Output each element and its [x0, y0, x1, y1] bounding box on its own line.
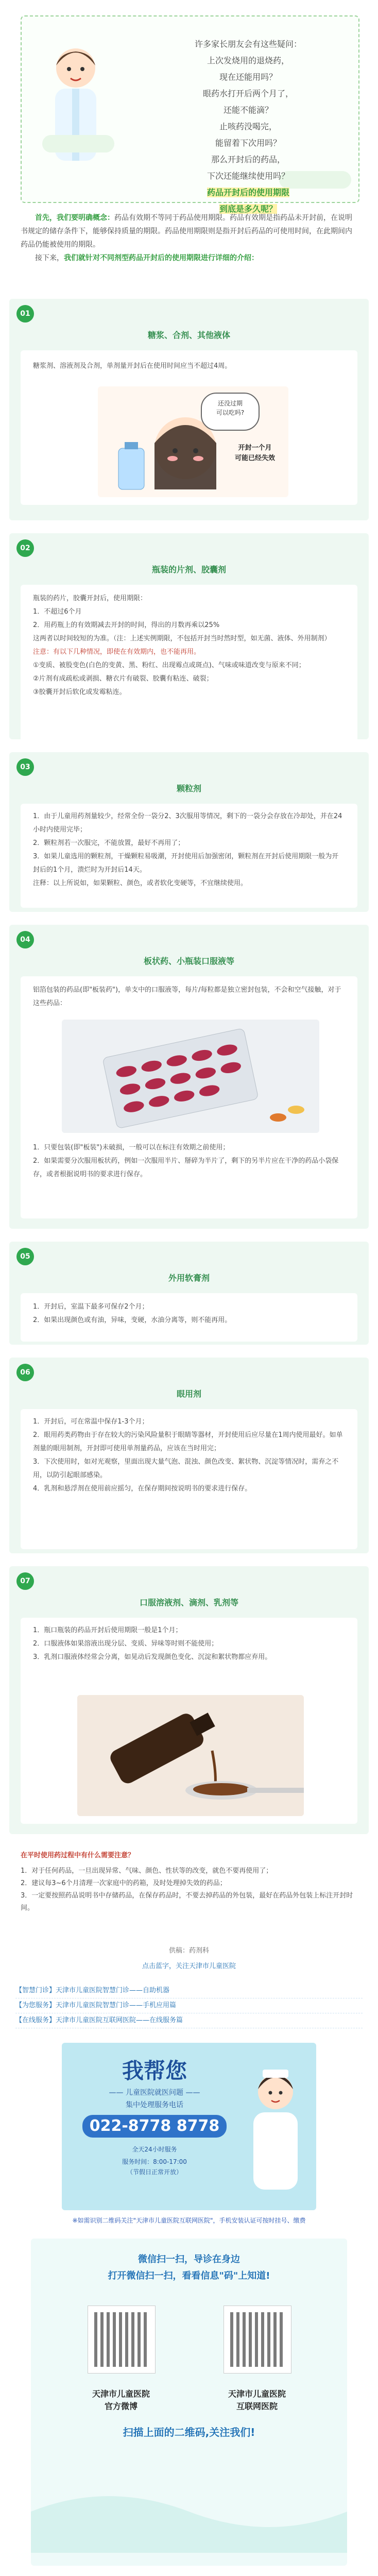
section-paragraph: 2．口服液体如果溶液出现分层、变质、异味等时则不能使用；: [33, 1640, 218, 1648]
section-paragraph: 1．由于儿童用药剂量较少，经常全份一袋分2、3次服用等情况，剩下的一袋分会存放在冷却处，并在24小时内使用完毕；: [33, 812, 342, 834]
related-link[interactable]: 【为您服务】天津市儿童医院智慧门诊——手机应用篇: [15, 1998, 363, 2013]
section-paragraph: 2．眼用药类药物由于存在较大的污染风险量积于眼睛等器材，开封使用后应尽量在1周内使用最好。如单剂量的眼用制剂，开封即可使用单剂量药品，应该在当时用完；: [33, 1431, 343, 1452]
section-title: 外用软膏剂: [168, 1273, 210, 1283]
related-link[interactable]: 【智慧门诊】天津市儿童医院智慧门诊——自助机器: [15, 1984, 363, 1998]
section-paragraph: 1．开封后，室温下最多可保存2个月；: [33, 1303, 149, 1311]
intro-box: [21, 15, 359, 214]
section-paragraph: 1．开封后，可在常温中保存1-3个月；: [33, 1418, 149, 1426]
thought-text: 可以吃吗?: [216, 409, 245, 416]
intro-highlight: 药品开封后的使用期限: [207, 188, 289, 197]
section-paragraph: 1．不超过6个月: [33, 608, 82, 616]
follow-link[interactable]: 点击蓝字，关注天津市儿童医院: [142, 1962, 236, 1970]
section-paragraph: 3．乳剂口服液体经常会分离，如晃动后发现颜色变化、沉淀和絮状物都应弃用。: [33, 1653, 272, 1661]
qr-heading: 微信扫一扫，导诊在身边: [138, 2254, 240, 2265]
section-paragraph: ③胶囊开封后软化或发霉粘连。: [33, 688, 126, 696]
section-04: [9, 925, 369, 1229]
section-title: 糖浆、合剂、其他液体: [147, 330, 230, 340]
section-number: 06: [16, 1364, 34, 1381]
section-paragraph: 注意：有以下几种情况，即使在有效期内，也不能再用。: [33, 648, 201, 656]
qr-cta: 扫描上面的二维码,关注我们!: [123, 2426, 255, 2438]
intro-line: 上次发烧用的退烧药，: [207, 56, 289, 65]
intro-line: 现在还能用吗？: [219, 72, 277, 82]
section-card: [21, 804, 357, 908]
internet-hospital-qr-code[interactable]: [224, 2306, 291, 2374]
section-number: 03: [16, 758, 34, 776]
intro-line: 许多家长朋友会有这些疑问：: [194, 39, 302, 49]
blister-pack-photo: [62, 1020, 319, 1133]
source-credit: 供稿：药剂科: [168, 1947, 209, 1955]
section-paragraph: 糖浆剂、溶液剂及合剂，单剂量开封后在使用时间应当不超过4周。: [33, 362, 232, 370]
qr-decor-wave: [31, 2450, 347, 2553]
section-02: [9, 533, 369, 739]
section-paragraph: ②片剂有成疏松或剥损、糖衣片有破裂、胶囊有粘连、破裂；: [33, 675, 213, 683]
section-title: 瓶装的片剂、胶囊剂: [151, 565, 226, 574]
intro-line: 能留着下次用吗？: [215, 138, 281, 148]
thought-text: 还没过期: [217, 400, 243, 407]
qr-caption-left: [62, 2388, 180, 2413]
poster-phone[interactable]: 022-8778 8778: [82, 2115, 227, 2138]
section-card: [21, 585, 357, 743]
intro-text: [140, 36, 356, 217]
section-01: [9, 299, 369, 520]
note-paragraph: 2．建议每3~6个月清理一次家庭中的药箱，及时处理掉失效的药品；: [21, 1879, 227, 1887]
section-number: 04: [16, 931, 34, 948]
section-title: 板状药、小瓶装口服液等: [143, 956, 234, 966]
bottle-text: 开封一个月: [238, 444, 272, 452]
usage-note: [21, 1850, 357, 1914]
section-06: [9, 1358, 369, 1553]
note-paragraph: 3．一定要按照药品说明书中存储药品，在保存药品时，不要去掉药品的外包装，最好在药品外包装上标注开封时间。: [21, 1892, 353, 1912]
info-next-text: 我们就针对不同剂型药品开封后的使用期限进行详细的介绍：: [64, 254, 259, 262]
related-link[interactable]: 【在线服务】天津市儿童医院互联网医院——在线服务篇: [15, 2013, 363, 2028]
section-paragraph: 铝箔包装的药品(即"板装药")，单支中的口服液等，每片/每粒都是独立密封包装，不会和空气接触，对于这些药品：: [33, 986, 341, 1007]
section-paragraph: 2．用药瓶上的有效期减去开封的时间，得出的月数再乘以25%: [33, 621, 220, 629]
intro-line: 那么开封后的药品，: [211, 155, 285, 164]
chat-bubble-left: [42, 135, 114, 152]
intro-line: 止咳药没喝完，: [219, 122, 277, 131]
info-lead-label: 首先，我们要明确概念：: [35, 214, 114, 222]
poster-sub: —— 儿童医院就医问题 ——: [109, 2089, 200, 2097]
section-card: [21, 1409, 357, 1549]
qr-subheading: 打开微信扫一扫，看看信息"码"上知道!: [108, 2270, 270, 2281]
section-paragraph: 4．乳剂和悬浮剂在使用前应摇匀，在保存期间按说明书的要求进行保存。: [33, 1485, 252, 1493]
qr-caption-line: 天津市儿童医院: [92, 2389, 150, 2399]
qr-caption-right: [198, 2388, 316, 2413]
syrup-pouring-photo: [77, 1695, 304, 1816]
section-card: [21, 350, 357, 505]
section-05: [9, 1242, 369, 1345]
section-03: [9, 752, 369, 912]
section-paragraph: 3．如果儿童选用的颗粒剂，干燥颗粒易吸潮，开封使用后加强密闭，颗粒剂在开封后使用期限一般为开封后的1个月，溃烂时为开封后14天。: [33, 853, 339, 874]
section-title: 口服溶液剂、滴剂、乳剂等: [139, 1598, 238, 1607]
section-paragraph: 1．瓶口瓶装的药品开封后使用期限一般是1个月；: [33, 1626, 182, 1634]
intro-highlight: 到底是多久呢？: [219, 204, 277, 214]
section-paragraph: ①变质、被股变色(白色的变黄、黑、粉红、出现霉点或斑点)、气味或味道改变与原来不同；: [33, 662, 305, 669]
nurse-illustration: [242, 2063, 309, 2202]
section-number: 01: [16, 305, 34, 323]
qr-section: [31, 2239, 347, 2566]
intro-line: 还能不能滴？: [223, 105, 273, 115]
poster-hint: 全天24小时服务: [132, 2146, 177, 2153]
section-paragraph: 1．只要包装(即"板装")未破损，一般可以在标注有效期之前使用；: [33, 1144, 230, 1151]
section-paragraph: 2．颗粒剂若一次服完，不能放置，最好不再用了；: [33, 839, 185, 847]
weibo-qr-code[interactable]: [88, 2306, 156, 2374]
section-card: [21, 1293, 357, 1342]
section-paragraph: 注释：以上所说如，如果颗粒、颜色，或者软化变硬等，不宜继续使用。: [33, 879, 248, 887]
bottle-text: 可能已经失效: [234, 454, 275, 462]
doctor-illustration: [37, 37, 114, 181]
info-next-label: 接下来，: [35, 254, 64, 262]
note-title: 在平时使用药过程中有什么需要注意？: [21, 1852, 135, 1859]
section-paragraph: 这两者以时间较短的为准。（注：上述实例期限，不包括开封当时然时型，如无菌、液体、外用制剂）: [33, 635, 331, 642]
poster-heading: 我帮您: [122, 2058, 187, 2083]
section-card: [21, 1618, 357, 1824]
section-title: 眼用剂: [176, 1389, 201, 1399]
qr-caption-line: 官方微博: [104, 2401, 138, 2411]
confused-girl-illustration: [98, 386, 288, 497]
section-number: 02: [16, 539, 34, 557]
bottle-label: [227, 443, 283, 464]
related-links: [15, 1984, 363, 2028]
intro-line: 眼药水打开后两个月了，: [202, 89, 294, 98]
section-number: 07: [16, 1572, 34, 1590]
qr-notice: ※如需识别二维码关注"天津市儿童医院互联网医院"，手机安装认证可按时挂号、缴费: [72, 2217, 306, 2224]
section-07: [9, 1566, 369, 1834]
section-paragraph: 瓶装的药片，胶囊开封后，使用期限：: [33, 595, 147, 602]
info-paragraph: [21, 211, 357, 265]
section-card: [21, 976, 357, 1218]
qr-caption-line: 天津市儿童医院: [228, 2389, 286, 2399]
section-number: 05: [16, 1248, 34, 1265]
poster-hours: 服务时间：8:00-17:00: [122, 2158, 187, 2165]
qr-caption-line: 互联网医院: [236, 2401, 278, 2411]
section-paragraph: 2．如果出现颜色或有油，异味，变硬，水油分离等，则不能再用。: [33, 1316, 232, 1324]
poster-sub2: 集中处理服务电话: [126, 2101, 183, 2109]
note-paragraph: 1．对于任何药品，一旦出现异常、气味、颜色、性状等的改变，就色不要再使用了；: [21, 1867, 273, 1875]
poster-hours: （节假日正常开放）: [126, 2168, 182, 2176]
info-lead-text: 药品有效期不等同于药品使用期限。药品有效期是指药品未开封前，在说明书规定的储存条件下，能够保持质量的期限。药品使用期限则是指开封后药品的可使用时间，在此期间内药品仍能被使用的期限。: [21, 214, 352, 249]
section-paragraph: 2．如果需要分次服用板状药，例如一次服用半片、掰碎为半片了，剩下的另半片应在干净的药品小袋保存，或者根据说明书的要求进行保存。: [33, 1157, 339, 1178]
section-paragraph: 3．下次使用时，如对光观察，里面出现大量气泡、混浊、颜色改变、絮状物、沉淀等情况时，需弃之不用，以防引起眼部感染。: [33, 1458, 339, 1479]
intro-line: 下次还能继续使用吗？: [207, 171, 289, 181]
thought-bubble: [201, 393, 260, 431]
service-poster: [62, 2043, 316, 2210]
section-title: 颗粒剂: [176, 784, 201, 793]
